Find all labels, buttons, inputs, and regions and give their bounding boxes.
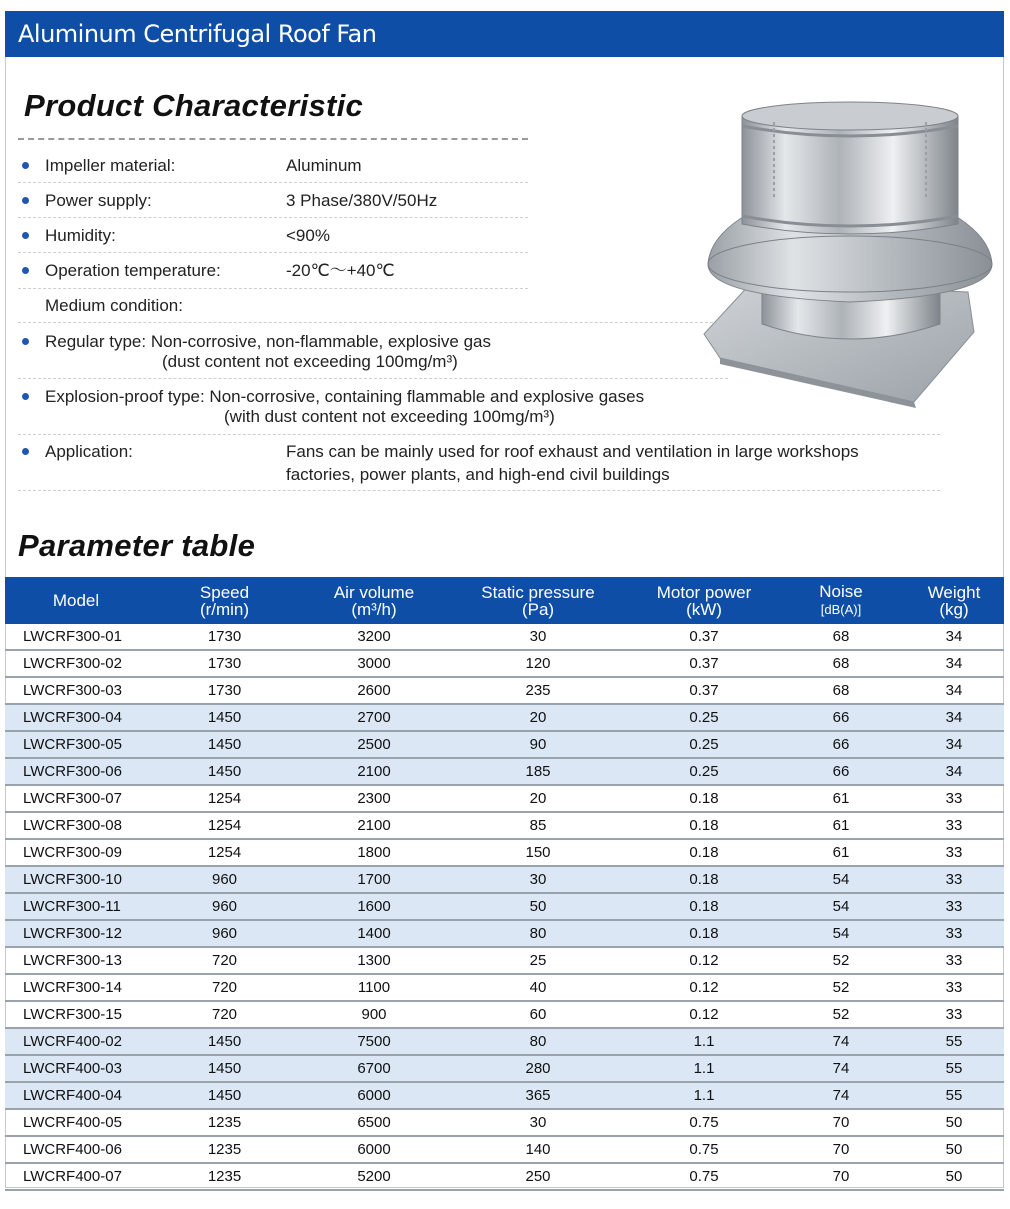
spec-value: -20℃～+40℃ <box>286 261 395 280</box>
table-cell: 0.12 <box>630 974 778 1001</box>
table-cell: LWCRF300-05 <box>5 731 147 758</box>
column-header-speed: Speed (r/min) <box>147 577 302 624</box>
table-cell: 960 <box>147 920 302 947</box>
table-cell: LWCRF300-13 <box>5 947 147 974</box>
table-row <box>5 1109 1004 1136</box>
table-cell: 960 <box>147 893 302 920</box>
table-cell: 1450 <box>147 758 302 785</box>
medium-condition-label: Medium condition: <box>45 296 183 315</box>
table-cell: 33 <box>904 974 1004 1001</box>
table-cell: 1235 <box>147 1163 302 1190</box>
table-cell: 85 <box>446 812 630 839</box>
table-cell: 1730 <box>147 624 302 650</box>
table-cell: 54 <box>778 920 904 947</box>
table-cell: 1235 <box>147 1109 302 1136</box>
table-cell: 34 <box>904 677 1004 704</box>
table-cell: 3200 <box>302 624 446 650</box>
parameter-table-heading: Parameter table <box>18 528 256 563</box>
column-header-motor-power: Motor power (kW) <box>630 577 778 624</box>
table-cell: 50 <box>904 1163 1004 1190</box>
table-cell: 1100 <box>302 974 446 1001</box>
table-cell: LWCRF300-03 <box>5 677 147 704</box>
row-divider <box>18 322 728 323</box>
table-row <box>5 624 1004 650</box>
row-divider <box>18 378 728 379</box>
product-characteristic-heading: Product Characteristic <box>24 88 364 123</box>
spec-value: <90% <box>286 226 330 245</box>
row-divider <box>18 217 528 218</box>
table-cell: 1.1 <box>630 1082 778 1109</box>
table-cell: 68 <box>778 624 904 650</box>
table-cell: 0.25 <box>630 704 778 731</box>
table-cell: 66 <box>778 704 904 731</box>
table-cell: 50 <box>904 1109 1004 1136</box>
table-cell: 33 <box>904 812 1004 839</box>
table-row <box>5 1055 1004 1082</box>
table-cell: 365 <box>446 1082 630 1109</box>
row-divider <box>18 434 940 435</box>
table-cell: LWCRF400-07 <box>5 1163 147 1190</box>
table-cell: 0.25 <box>630 731 778 758</box>
table-cell: 6500 <box>302 1109 446 1136</box>
table-cell: LWCRF300-09 <box>5 839 147 866</box>
table-cell: 33 <box>904 893 1004 920</box>
table-cell: 1235 <box>147 1136 302 1163</box>
table-cell: 2100 <box>302 758 446 785</box>
table-row <box>5 758 1004 785</box>
spec-label: Humidity: <box>45 226 116 245</box>
table-cell: 3000 <box>302 650 446 677</box>
table-cell: LWCRF300-06 <box>5 758 147 785</box>
bullet-icon <box>22 393 29 400</box>
table-cell: 52 <box>778 1001 904 1028</box>
table-cell: 0.25 <box>630 758 778 785</box>
table-cell: 720 <box>147 974 302 1001</box>
table-cell: 61 <box>778 812 904 839</box>
table-cell: 34 <box>904 650 1004 677</box>
table-cell: LWCRF400-05 <box>5 1109 147 1136</box>
table-cell: 55 <box>904 1028 1004 1055</box>
application-text: Fans can be mainly used for roof exhaust and ventilation in large workshops <box>286 442 859 461</box>
table-row <box>5 1001 1004 1028</box>
regular-type-note: (dust content not exceeding 100mg/m³) <box>162 352 458 371</box>
row-divider <box>18 288 528 289</box>
table-cell: 80 <box>446 920 630 947</box>
page-title-bar <box>5 11 1004 57</box>
spec-value: 3 Phase/380V/50Hz <box>286 191 438 210</box>
table-row <box>5 704 1004 731</box>
bullet-icon <box>22 448 29 455</box>
table-cell: 20 <box>446 704 630 731</box>
table-cell: LWCRF300-07 <box>5 785 147 812</box>
bullet-icon <box>22 232 29 239</box>
table-cell: 0.18 <box>630 812 778 839</box>
table-cell: 250 <box>446 1163 630 1190</box>
table-cell: 2700 <box>302 704 446 731</box>
table-cell: 6000 <box>302 1136 446 1163</box>
table-cell: 34 <box>904 731 1004 758</box>
application-label: Application: <box>45 442 133 461</box>
table-cell: 54 <box>778 866 904 893</box>
column-header-model: Model <box>5 577 147 624</box>
table-cell: 30 <box>446 1109 630 1136</box>
table-cell: 1730 <box>147 650 302 677</box>
table-row <box>5 974 1004 1001</box>
table-cell: 0.12 <box>630 1001 778 1028</box>
spec-label: Power supply: <box>45 191 152 210</box>
table-cell: 1600 <box>302 893 446 920</box>
table-cell: 25 <box>446 947 630 974</box>
table-cell: LWCRF400-03 <box>5 1055 147 1082</box>
table-cell: 1254 <box>147 785 302 812</box>
table-cell: LWCRF300-04 <box>5 704 147 731</box>
table-cell: 50 <box>904 1136 1004 1163</box>
table-cell: 7500 <box>302 1028 446 1055</box>
table-cell: 960 <box>147 866 302 893</box>
table-row <box>5 1163 1004 1190</box>
table-row <box>5 650 1004 677</box>
table-row <box>5 839 1004 866</box>
table-cell: LWCRF400-06 <box>5 1136 147 1163</box>
row-divider <box>18 182 528 183</box>
table-cell: 52 <box>778 947 904 974</box>
column-header-weight: Weight (kg) <box>904 577 1004 624</box>
table-cell: 1700 <box>302 866 446 893</box>
bullet-icon <box>22 162 29 169</box>
table-row <box>5 920 1004 947</box>
table-cell: 1.1 <box>630 1055 778 1082</box>
table-cell: 20 <box>446 785 630 812</box>
table-cell: 185 <box>446 758 630 785</box>
explosion-proof-text: Explosion-proof type: Non-corrosive, containing flammable and explosive gases <box>45 387 645 406</box>
table-row <box>5 677 1004 704</box>
regular-type-text: Regular type: Non-corrosive, non-flammable, explosive gas <box>45 332 491 351</box>
table-cell: 34 <box>904 704 1004 731</box>
table-cell: 0.12 <box>630 947 778 974</box>
table-cell: 1300 <box>302 947 446 974</box>
table-cell: 33 <box>904 1001 1004 1028</box>
table-cell: 33 <box>904 785 1004 812</box>
spec-value: Aluminum <box>286 156 362 175</box>
table-row <box>5 1082 1004 1109</box>
table-cell: LWCRF300-11 <box>5 893 147 920</box>
table-cell: LWCRF300-10 <box>5 866 147 893</box>
table-cell: 30 <box>446 624 630 650</box>
table-cell: 61 <box>778 785 904 812</box>
table-cell: LWCRF300-08 <box>5 812 147 839</box>
table-cell: 74 <box>778 1028 904 1055</box>
table-cell: 2100 <box>302 812 446 839</box>
table-cell: 68 <box>778 677 904 704</box>
table-cell: 1450 <box>147 1082 302 1109</box>
column-header-air-volume: Air volume (m³/h) <box>302 577 446 624</box>
table-cell: 6000 <box>302 1082 446 1109</box>
table-cell: 90 <box>446 731 630 758</box>
table-cell: LWCRF300-14 <box>5 974 147 1001</box>
table-cell: 1.1 <box>630 1028 778 1055</box>
table-cell: 1450 <box>147 1055 302 1082</box>
table-cell: 0.18 <box>630 893 778 920</box>
table-cell: 150 <box>446 839 630 866</box>
table-cell: 1450 <box>147 1028 302 1055</box>
table-cell: 33 <box>904 839 1004 866</box>
table-cell: 5200 <box>302 1163 446 1190</box>
table-cell: 2500 <box>302 731 446 758</box>
application-text-cont: factories, power plants, and high-end civil buildings <box>286 465 670 484</box>
table-cell: 70 <box>778 1109 904 1136</box>
bullet-icon <box>22 338 29 345</box>
table-cell: 140 <box>446 1136 630 1163</box>
column-header-noise: Noise [dB(A)] <box>778 577 904 624</box>
table-row <box>5 1136 1004 1163</box>
table-row <box>5 947 1004 974</box>
table-cell: 33 <box>904 866 1004 893</box>
explosion-proof-note: (with dust content not exceeding 100mg/m³) <box>224 407 555 426</box>
table-cell: LWCRF300-15 <box>5 1001 147 1028</box>
table-cell: 720 <box>147 947 302 974</box>
table-cell: 33 <box>904 947 1004 974</box>
table-cell: 0.37 <box>630 650 778 677</box>
table-cell: 0.37 <box>630 677 778 704</box>
table-cell: 0.18 <box>630 866 778 893</box>
table-cell: 34 <box>904 624 1004 650</box>
roof-fan-product-image <box>700 96 998 408</box>
table-cell: 0.18 <box>630 785 778 812</box>
table-cell: 1254 <box>147 812 302 839</box>
table-cell: 60 <box>446 1001 630 1028</box>
table-cell: 74 <box>778 1082 904 1109</box>
table-cell: 720 <box>147 1001 302 1028</box>
table-cell: 70 <box>778 1136 904 1163</box>
table-header-row <box>5 577 1004 624</box>
table-cell: 30 <box>446 866 630 893</box>
row-divider <box>18 252 528 253</box>
table-cell: 6700 <box>302 1055 446 1082</box>
table-cell: 34 <box>904 758 1004 785</box>
table-cell: LWCRF300-01 <box>5 624 147 650</box>
bullet-icon <box>22 267 29 274</box>
table-row <box>5 1028 1004 1055</box>
table-row <box>5 785 1004 812</box>
table-row <box>5 893 1004 920</box>
table-cell: 900 <box>302 1001 446 1028</box>
table-cell: 50 <box>446 893 630 920</box>
table-cell: 235 <box>446 677 630 704</box>
table-cell: LWCRF400-04 <box>5 1082 147 1109</box>
table-cell: 66 <box>778 758 904 785</box>
table-cell: 74 <box>778 1055 904 1082</box>
table-cell: 80 <box>446 1028 630 1055</box>
table-cell: 2300 <box>302 785 446 812</box>
table-cell: LWCRF300-02 <box>5 650 147 677</box>
table-body <box>5 624 1004 1190</box>
table-cell: 33 <box>904 920 1004 947</box>
table-cell: 0.75 <box>630 1109 778 1136</box>
table-cell: 61 <box>778 839 904 866</box>
table-cell: 1400 <box>302 920 446 947</box>
table-cell: LWCRF300-12 <box>5 920 147 947</box>
heading-divider <box>18 138 528 140</box>
table-cell: 0.75 <box>630 1136 778 1163</box>
parameter-table <box>5 577 1004 1191</box>
table-row <box>5 866 1004 893</box>
table-cell: 1730 <box>147 677 302 704</box>
table-cell: 70 <box>778 1163 904 1190</box>
table-cell: 1254 <box>147 839 302 866</box>
table-row <box>5 812 1004 839</box>
table-cell: 1450 <box>147 704 302 731</box>
table-cell: 66 <box>778 731 904 758</box>
table-cell: 120 <box>446 650 630 677</box>
table-cell: 55 <box>904 1055 1004 1082</box>
bullet-icon <box>22 197 29 204</box>
page-title: Aluminum Centrifugal Roof Fan <box>18 20 377 48</box>
table-cell: 2600 <box>302 677 446 704</box>
table-cell: 0.18 <box>630 839 778 866</box>
table-row <box>5 731 1004 758</box>
table-cell: 52 <box>778 974 904 1001</box>
table-cell: 1450 <box>147 731 302 758</box>
row-divider <box>18 490 940 491</box>
table-cell: 54 <box>778 893 904 920</box>
table-cell: 0.18 <box>630 920 778 947</box>
spec-label: Operation temperature: <box>45 261 221 280</box>
table-cell: LWCRF400-02 <box>5 1028 147 1055</box>
table-cell: 1800 <box>302 839 446 866</box>
column-header-static-pressure: Static pressure (Pa) <box>446 577 630 624</box>
spec-label: Impeller material: <box>45 156 176 175</box>
table-cell: 280 <box>446 1055 630 1082</box>
table-cell: 55 <box>904 1082 1004 1109</box>
table-cell: 40 <box>446 974 630 1001</box>
table-cell: 0.75 <box>630 1163 778 1190</box>
table-cell: 0.37 <box>630 624 778 650</box>
table-cell: 68 <box>778 650 904 677</box>
